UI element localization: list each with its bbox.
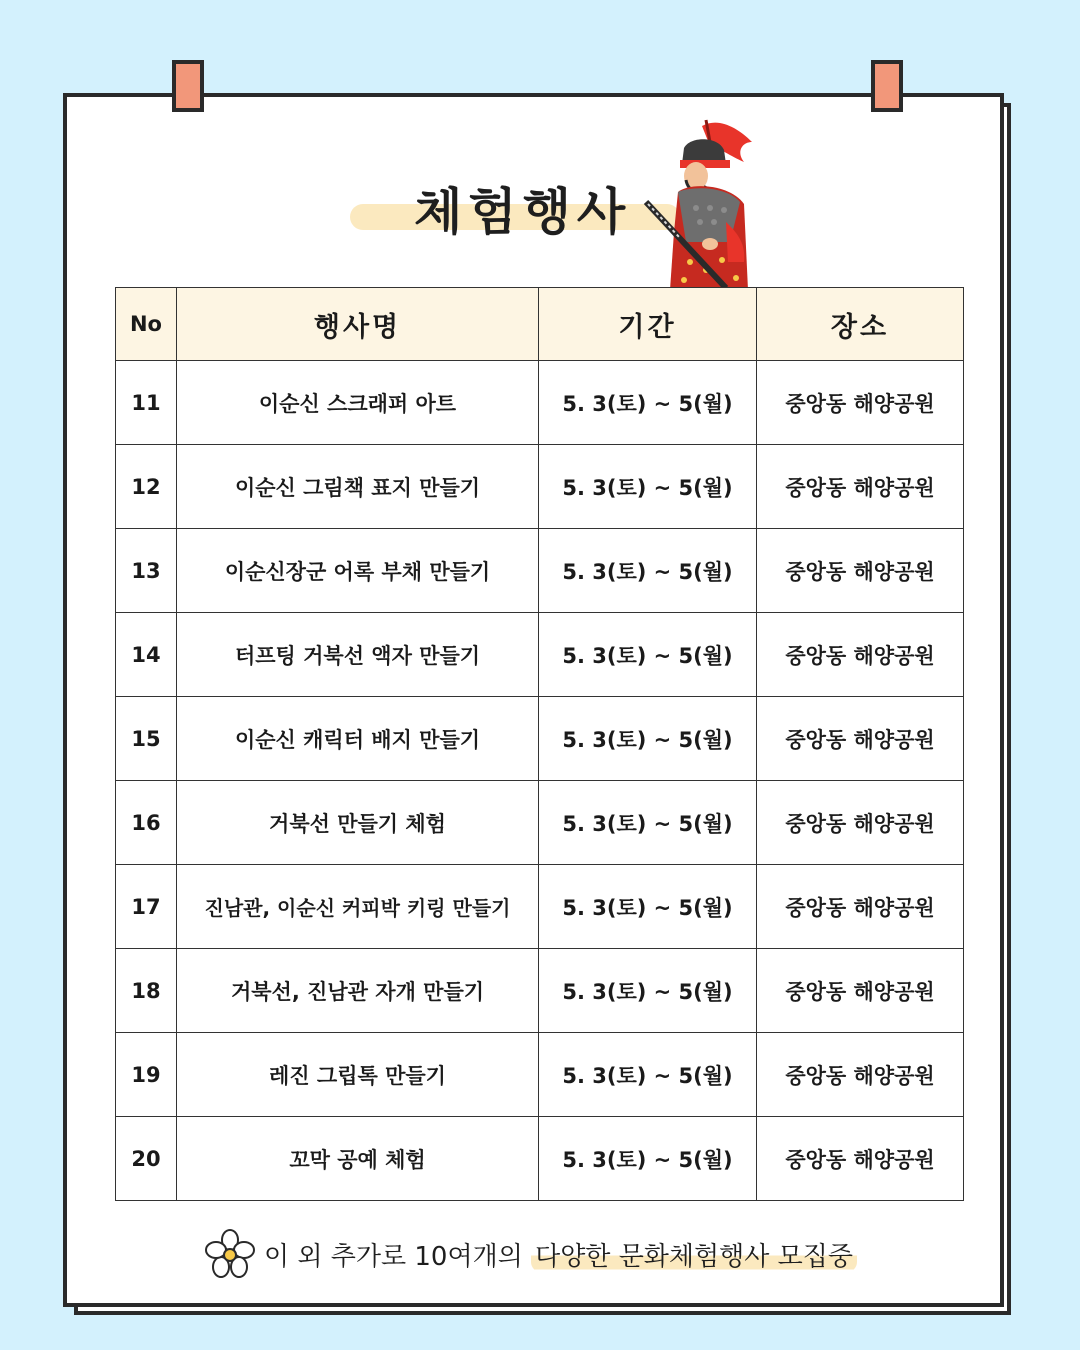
header-name: 행사명 (177, 288, 539, 361)
flower-icon (204, 1228, 256, 1280)
row-no: 13 (116, 529, 177, 613)
row-no: 18 (116, 949, 177, 1033)
row-place: 중앙동 해양공원 (757, 697, 964, 781)
table-header-row (116, 288, 964, 361)
header-period: 기간 (539, 288, 757, 361)
row-name: 이순신 캐릭터 배지 만들기 (177, 697, 539, 781)
header-no: No (116, 288, 177, 361)
row-no: 20 (116, 1117, 177, 1201)
row-place: 중앙동 해양공원 (757, 1033, 964, 1117)
row-period: 5. 3(토) ~ 5(월) (539, 781, 757, 865)
table-row (116, 865, 964, 949)
row-period: 5. 3(토) ~ 5(월) (539, 529, 757, 613)
row-no: 17 (116, 865, 177, 949)
row-period: 5. 3(토) ~ 5(월) (539, 613, 757, 697)
row-no: 11 (116, 361, 177, 445)
footer-note (204, 1226, 924, 1282)
row-place: 중앙동 해양공원 (757, 865, 964, 949)
row-no: 12 (116, 445, 177, 529)
row-name: 진남관, 이순신 커피박 키링 만들기 (177, 865, 539, 949)
row-name: 거북선, 진남관 자개 만들기 (177, 949, 539, 1033)
title-block (350, 168, 650, 241)
table-row (116, 781, 964, 865)
row-name: 이순신 그림책 표지 만들기 (177, 445, 539, 529)
row-place: 중앙동 해양공원 (757, 1117, 964, 1201)
row-place: 중앙동 해양공원 (757, 445, 964, 529)
table-row (116, 1117, 964, 1201)
row-name: 거북선 만들기 체험 (177, 781, 539, 865)
paper-tab-left (172, 60, 204, 112)
row-name: 터프팅 거북선 액자 만들기 (177, 613, 539, 697)
row-name: 이순신장군 어록 부채 만들기 (177, 529, 539, 613)
row-period: 5. 3(토) ~ 5(월) (539, 445, 757, 529)
footer-text (264, 1236, 857, 1273)
table-row (116, 445, 964, 529)
row-place: 중앙동 해양공원 (757, 361, 964, 445)
table-row (116, 613, 964, 697)
row-period: 5. 3(토) ~ 5(월) (539, 1117, 757, 1201)
table-row (116, 1033, 964, 1117)
table-row (116, 529, 964, 613)
footer-plain: 이 외 추가로 10여개의 (264, 1242, 532, 1272)
header-place: 장소 (757, 288, 964, 361)
table-row (116, 949, 964, 1033)
table-row (116, 697, 964, 781)
events-table (115, 287, 964, 1201)
general-illustration (640, 112, 758, 290)
row-period: 5. 3(토) ~ 5(월) (539, 697, 757, 781)
row-period: 5. 3(토) ~ 5(월) (539, 949, 757, 1033)
paper-tab-right (871, 60, 903, 112)
table-row (116, 361, 964, 445)
row-no: 15 (116, 697, 177, 781)
row-name: 이순신 스크래퍼 아트 (177, 361, 539, 445)
row-place: 중앙동 해양공원 (757, 781, 964, 865)
row-place: 중앙동 해양공원 (757, 949, 964, 1033)
row-no: 14 (116, 613, 177, 697)
row-name: 꼬막 공예 체험 (177, 1117, 539, 1201)
row-period: 5. 3(토) ~ 5(월) (539, 1033, 757, 1117)
row-place: 중앙동 해양공원 (757, 529, 964, 613)
row-place: 중앙동 해양공원 (757, 613, 964, 697)
row-no: 16 (116, 781, 177, 865)
row-no: 19 (116, 1033, 177, 1117)
row-name: 레진 그립톡 만들기 (177, 1033, 539, 1117)
row-period: 5. 3(토) ~ 5(월) (539, 361, 757, 445)
row-period: 5. 3(토) ~ 5(월) (539, 865, 757, 949)
footer-highlight: 다양한 문화체험행사 모집중 (531, 1242, 857, 1272)
page-title: 체험행사 (414, 183, 632, 241)
